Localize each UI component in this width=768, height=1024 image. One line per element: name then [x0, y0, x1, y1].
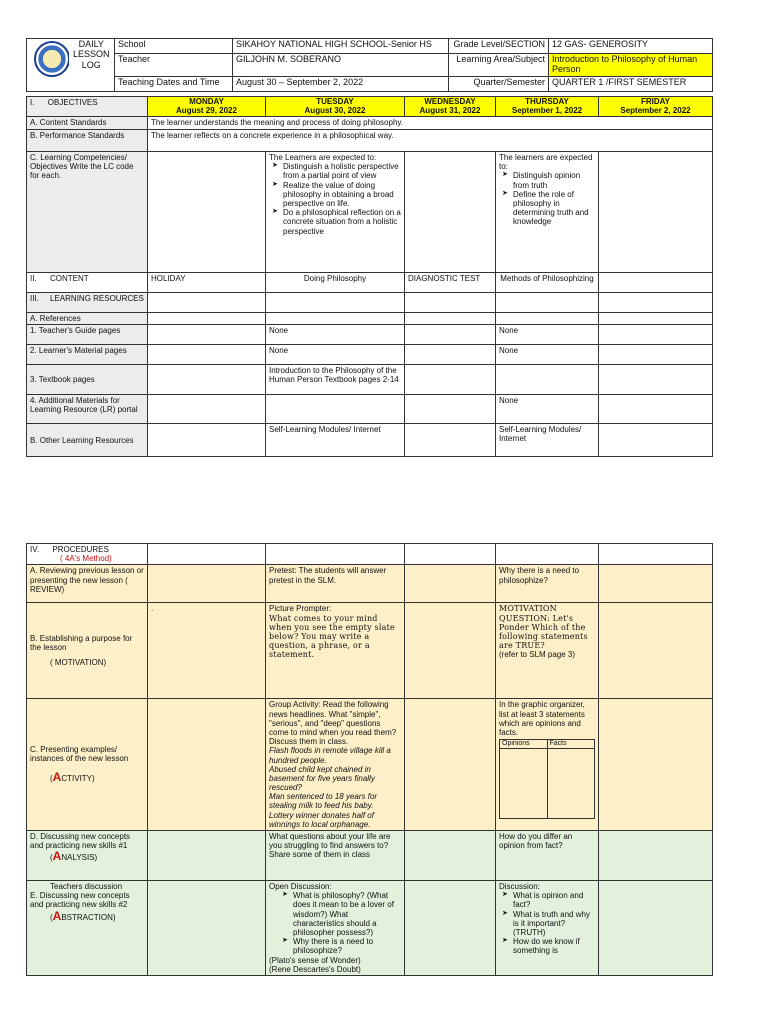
organizer-facts: Facts	[547, 740, 595, 749]
competencies-thu-intro: The learners are expected to:	[499, 153, 593, 172]
deped-seal-cell	[27, 39, 69, 92]
discussion-item: ➤ What is opinion and fact?	[513, 891, 595, 909]
competencies-wed	[405, 152, 496, 273]
procedures-table	[26, 543, 713, 976]
learners-material-thu: None	[496, 345, 599, 365]
competencies-fri	[599, 152, 713, 273]
headline-item: Abused child kept chained in basement for five years finally rescued?	[269, 764, 375, 793]
competencies-mon	[148, 152, 266, 273]
school-value: SIKAHOY NATIONAL HIGH SCHOOL-Senior HS	[233, 39, 449, 54]
content-thu: Methods of Philosophizing	[496, 273, 599, 293]
competency-item: ➤ Do a philosophical reflection on a concrete situation from a holistic perspective	[283, 208, 401, 236]
learners-material-label: 2. Learner's Material pages	[27, 345, 148, 365]
opinion-fact-organizer	[499, 739, 595, 819]
competencies-tue-intro: The Learners are expected to:	[269, 153, 377, 162]
textbook-label: 3. Textbook pages	[27, 365, 148, 395]
learners-material-tue: None	[266, 345, 405, 365]
analysis-thu: How do you differ an opinion from fact?	[496, 831, 599, 881]
objectives-header: I. OBJECTIVES	[27, 97, 148, 117]
competency-item: ➤ Distinguish opinion from truth	[513, 171, 595, 189]
motivation-tue: Picture Prompter: What comes to your mind when you see the empty slate below? You may write a question, a phrase, or a statement.	[266, 603, 405, 699]
content-tue: Doing Philosophy	[266, 273, 405, 293]
performance-standards-label: B. Performance Standards	[27, 130, 148, 152]
review-tue: Pretest: The students will answer pretest in the SLM.	[266, 565, 405, 603]
competency-item: ➤ Realize the value of doing philosophy in obtaining a broad perspective on life.	[283, 181, 401, 209]
content-standards-label: A. Content Standards	[27, 117, 148, 130]
additional-materials-label: 4. Additional Materials for Learning Resource (LR) portal	[27, 395, 148, 424]
review-thu: Why there is a need to philosophize?	[496, 565, 599, 603]
teacher-value: GILJOHN M. SOBERANO	[233, 54, 449, 77]
content-wed: DIAGNOSTIC TEST	[405, 273, 496, 293]
teachers-guide-label: 1. Teacher's Guide pages	[27, 325, 148, 345]
resources-header: III. LEARNING RESOURCES	[27, 293, 148, 313]
day-monday: MONDAY August 29, 2022	[148, 97, 266, 117]
organizer-opinions: Opinions	[500, 740, 548, 749]
competencies-thu	[496, 152, 599, 273]
activity-label: C. Presenting examples/ instances of the new lesson (ACTIVITY)	[27, 699, 148, 831]
grade-label: Grade Level/SECTION	[449, 39, 549, 54]
abstraction-thu: Discussion: ➤ What is opinion and fact? ➤ What is truth and why is it important? (TRUTH) ➤ How do we know if something is	[496, 881, 599, 976]
area-value: Introduction to Philosophy of Human Person	[549, 54, 713, 77]
content-standards-text: The learner understands the meaning and process of doing philosophy.	[148, 117, 713, 130]
teacher-label: Teacher	[115, 54, 233, 77]
additional-materials-thu: None	[496, 395, 599, 424]
dll-line-3: LOG	[81, 59, 101, 70]
dll-line-1: DAILY	[78, 39, 104, 49]
day-wednesday: WEDNESDAY August 31, 2022	[405, 97, 496, 117]
grade-value: 12 GAS- GENEROSITY	[549, 39, 713, 54]
area-label: Learning Area/Subject	[449, 54, 549, 77]
dll-title	[69, 39, 115, 92]
content-header: II. CONTENT	[27, 273, 148, 293]
school-label: School	[115, 39, 233, 54]
analysis-tue: What questions about your life are you struggling to find answers to? Share some of them in class	[266, 831, 405, 881]
quarter-label: Quarter/Semester	[449, 77, 549, 92]
other-resources-label: B. Other Learning Resources	[27, 424, 148, 457]
competency-item: ➤ Distinguish a holistic perspective from a partial point of view	[283, 162, 401, 180]
discussion-item: ➤ How do we know if something is	[513, 937, 595, 955]
teachers-guide-thu: None	[496, 325, 599, 345]
discussion-question: ➤ Why there is a need to philosophize?	[293, 937, 401, 955]
procedures-header: IV. PROCEDURES ( 4A's Method)	[27, 544, 148, 565]
textbook-tue: Introduction to the Philosophy of the Human Person Textbook pages 2-14	[266, 365, 405, 395]
other-resources-tue: Self-Learning Modules/ Internet	[266, 424, 405, 457]
discussion-item: ➤ What is truth and why is it important? (TRUTH)	[513, 910, 595, 938]
motivation-mon: .	[148, 603, 266, 699]
content-fri	[599, 273, 713, 293]
day-friday: FRIDAY September 2, 2022	[599, 97, 713, 117]
other-resources-thu: Self-Learning Modules/ Internet	[496, 424, 599, 457]
abstraction-tue: Open Discussion: ➤ What is philosophy? (What does it mean to be a lover of wisdom?) What characteristics should a philosopher possess?) ➤ Why there is a need to philosophize? (Plato's sense of Wonder) (Rene Descartes's Doubt)	[266, 881, 405, 976]
competencies-label: C. Learning Competencies/ Objectives Write the LC code for each.	[27, 152, 148, 273]
procedures-method: ( 4A's Method)	[60, 554, 112, 564]
headline-item: Flash floods in remote village kill a hundred people.	[269, 746, 391, 765]
competency-item: ➤ Define the role of philosophy in determining truth and knowledge	[513, 190, 595, 227]
discussion-question: ➤ What is philosophy? (What does it mean to be a lover of wisdom?) What characteristics should a philosopher possess?)	[293, 891, 401, 937]
dates-label: Teaching Dates and Time	[115, 77, 233, 92]
references-label: A. References	[27, 313, 148, 325]
headline-item: Man sentenced to 18 years for stealing milk to feed his baby.	[269, 792, 378, 811]
competencies-tue	[266, 152, 405, 273]
teachers-guide-tue: None	[266, 325, 405, 345]
headline-item: Lottery winner donates half of winnings to local orphanage.	[269, 810, 374, 829]
motivation-thu: MOTIVATION QUESTION: Let's Ponder Which of the following statements are TRUE? (refer to SLM page 3)	[496, 603, 599, 699]
dates-value: August 30 – September 2, 2022	[233, 77, 449, 92]
objectives-table	[26, 96, 713, 457]
abstraction-label: Teachers discussion E. Discussing new concepts and practicing new skills #2 (ABSTRACTION)	[27, 881, 148, 976]
day-thursday: THURSDAY September 1, 2022	[496, 97, 599, 117]
analysis-label: D. Discussing new concepts and practicing new skills #1 (ANALYSIS)	[27, 831, 148, 881]
quarter-value: QUARTER 1 /FIRST SEMESTER	[549, 77, 713, 92]
header-table	[26, 38, 713, 92]
review-label: A. Reviewing previous lesson or presenting the new lesson ( REVIEW)	[27, 565, 148, 603]
content-mon: HOLIDAY	[148, 273, 266, 293]
activity-tue: Group Activity: Read the following news headlines. What "simple", "serious", and "deep" questions come to mind when you read them? Discuss them in class. Flash floods in remote village kill a hundred people. Abused child kept chained in basement for five years finally rescued? Man sentenced to 18 years for stealing milk to feed his baby. Lottery winner donates half of winnings to local orphanage.	[266, 699, 405, 831]
performance-standards-text: The learner reflects on a concrete experience in a philosophical way.	[148, 130, 713, 152]
deped-seal-icon	[34, 41, 69, 77]
day-tuesday: TUESDAY August 30, 2022	[266, 97, 405, 117]
dll-line-2: LESSON	[72, 49, 110, 60]
motivation-label: B. Establishing a purpose for the lesson ( MOTIVATION)	[27, 603, 148, 699]
activity-thu: In the graphic organizer, list at least 3 statements which are opinions and facts. Opinions Facts	[496, 699, 599, 831]
